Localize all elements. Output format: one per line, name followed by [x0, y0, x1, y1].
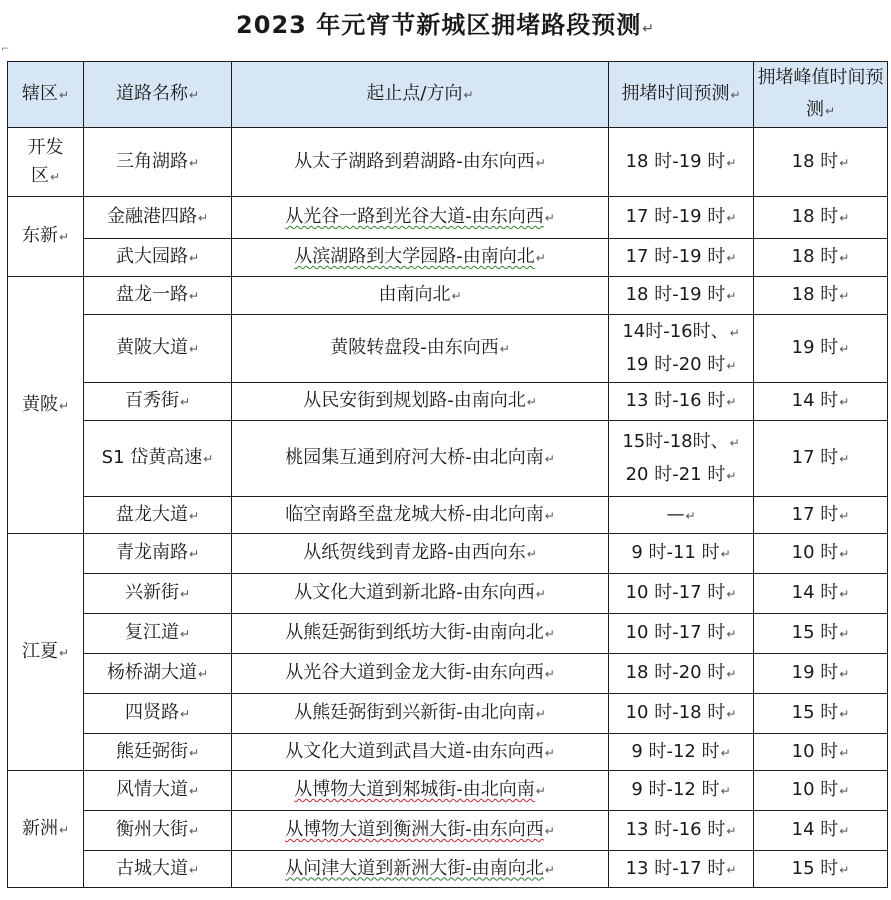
route-cell-text: 临空南路至盘龙城大桥-由北向南 [285, 503, 544, 525]
peak-time-cell [754, 811, 888, 851]
paragraph-mark: ↵ [839, 508, 850, 523]
route-cell [232, 771, 609, 811]
paragraph-mark: ↵ [726, 395, 737, 409]
route-cell-text: 从文化大道到武昌大道-由东向西 [285, 740, 544, 762]
paragraph-mark: ↵ [720, 784, 731, 798]
route-cell-text: 从民安街到规划路-由南向北 [303, 390, 526, 411]
paragraph-mark: ↵ [839, 211, 850, 225]
road-name-cell [84, 197, 232, 239]
route-cell-text: 从光谷大道到金龙大街-由东向西 [285, 662, 544, 683]
peak-time-cell [754, 534, 888, 574]
road-name-cell-text: S1 岱黄高速 [101, 447, 203, 468]
paragraph-mark: ↵ [58, 398, 70, 413]
congestion-time-cell-text: 13 时-17 时 [625, 857, 726, 879]
road-name-cell-text: 复江道 [124, 622, 179, 643]
congestion-time-cell-text: 10 时-18 时 [625, 702, 726, 723]
road-name-cell-text: 衡州大街 [115, 819, 188, 840]
district-name: 东新 [21, 225, 58, 246]
peak-time-cell-text: 17 时 [791, 447, 839, 468]
congestion-time-cell-text: 13 时-16 时 [625, 390, 726, 411]
paragraph-mark: ↵ [179, 395, 191, 409]
congestion-time-cell [609, 534, 754, 574]
paragraph-mark: ↵ [197, 211, 209, 225]
paragraph-mark: ↵ [526, 547, 537, 561]
paragraph-mark: ↵ [839, 784, 850, 798]
paragraph-mark: ↵ [188, 745, 200, 760]
congestion-time-cell [609, 128, 754, 197]
paragraph-mark: ↵ [839, 342, 850, 356]
peak-time-cell [754, 574, 888, 614]
district-cell [8, 534, 84, 771]
peak-time-cell [754, 315, 888, 383]
congestion-time-cell-text: — [666, 503, 685, 525]
table-row [8, 574, 888, 614]
route-cell-text: 从问津大道到新洲大街-由南向北 [285, 857, 544, 879]
paragraph-mark: ↵ [685, 508, 696, 523]
peak-time-cell-text: 15 时 [791, 857, 839, 879]
road-name-cell [84, 694, 232, 734]
header-route: 起止点/方向↵ [232, 62, 609, 128]
district-cell [8, 277, 84, 534]
congestion-time-cell [609, 771, 754, 811]
congestion-time-cell [609, 694, 754, 734]
paragraph-mark: ↵ [839, 452, 850, 466]
congestion-time-cell [609, 851, 754, 888]
paragraph-mark: ↵ [58, 645, 70, 660]
paragraph-mark: ↵ [544, 211, 555, 225]
paragraph-mark: ↵ [726, 468, 737, 483]
paragraph-mark: ↵ [726, 707, 737, 721]
peak-time-cell-text: 17 时 [791, 503, 839, 525]
road-name-cell-text: 金融港四路 [106, 206, 197, 227]
paragraph-mark: ↵ [544, 824, 555, 838]
congestion-time-cell [609, 383, 754, 421]
paragraph-mark: ↵ [203, 452, 214, 466]
table-row [8, 734, 888, 771]
district-cell [8, 128, 84, 197]
route-cell [232, 421, 609, 497]
table-row [8, 197, 888, 239]
table-row [8, 654, 888, 694]
route-cell [232, 239, 609, 277]
congestion-time-cell-text: 18 时-19 时 [625, 284, 726, 305]
congestion-time-cell-text: 9 时-12 时 [631, 740, 720, 762]
congestion-time-cell-text: 18 时-20 时 [625, 662, 726, 683]
district-cell [8, 197, 84, 277]
district-cell [8, 771, 84, 888]
congestion-time-cell-text: 15时-18时、 [622, 430, 729, 452]
paragraph-mark: ↵ [642, 21, 655, 37]
paragraph-mark: ↵ [188, 342, 200, 356]
table-row [8, 383, 888, 421]
route-cell-text: 从光谷一路到光谷大道-由东向西 [285, 206, 544, 227]
paragraph-mark: ↵ [729, 435, 740, 450]
road-name-cell-text: 古城大道 [115, 857, 188, 879]
paragraph-mark: ↵ [726, 627, 737, 641]
paragraph-mark: ↵ [49, 169, 61, 184]
title-text: 2023 年元宵节新城区拥堵路段预测 [236, 11, 642, 39]
route-cell [232, 654, 609, 694]
peak-time-cell-text: 19 时 [791, 662, 839, 683]
header-congestion-time: 拥堵时间预测↵ [609, 62, 754, 128]
peak-time-cell [754, 614, 888, 654]
peak-time-cell-text: 10 时 [791, 542, 839, 563]
congestion-time-cell-text: 10 时-17 时 [625, 582, 726, 603]
table-row [8, 128, 888, 197]
congestion-table [7, 61, 888, 888]
road-name-cell-text: 风情大道 [115, 779, 188, 800]
paragraph-mark: ↵ [839, 862, 850, 877]
peak-time-cell [754, 421, 888, 497]
peak-time-cell-text: 10 时 [791, 779, 839, 800]
road-name-cell-text: 盘龙一路 [115, 284, 188, 305]
road-name-cell [84, 239, 232, 277]
paragraph-mark: ↵ [726, 358, 737, 373]
paragraph-mark: ↵ [544, 667, 555, 681]
road-name-cell [84, 771, 232, 811]
road-name-cell [84, 534, 232, 574]
congestion-time-cell-text: 9 时-12 时 [631, 779, 720, 800]
table-row [8, 614, 888, 654]
congestion-time-cell-text: 14时-16时、 [622, 320, 729, 342]
paragraph-mark: ↵ [720, 745, 731, 760]
route-cell [232, 811, 609, 851]
paragraph-mark: ↵ [535, 587, 546, 601]
paragraph-mark: ↵ [188, 289, 200, 303]
paragraph-mark: ↵ [544, 745, 555, 760]
paragraph-mark: ↵ [188, 862, 200, 877]
road-name-cell [84, 811, 232, 851]
paragraph-mark: ↵ [535, 707, 546, 721]
road-name-cell-text: 武大园路 [115, 246, 188, 267]
paragraph-mark: ↵ [839, 395, 850, 409]
paragraph-mark: ↵ [726, 824, 737, 838]
district-name: 新洲 [21, 817, 58, 839]
table-anchor-icon: ⌐ [1, 44, 10, 55]
peak-time-cell-text: 15 时 [791, 622, 839, 643]
table-row [8, 497, 888, 534]
paragraph-mark: ↵ [726, 667, 737, 681]
road-name-cell-text: 盘龙大道 [115, 503, 188, 525]
paragraph-mark: ↵ [839, 251, 850, 265]
congestion-time-cell [609, 497, 754, 534]
paragraph-mark: ↵ [188, 547, 200, 561]
congestion-time-cell [609, 811, 754, 851]
road-name-cell [84, 654, 232, 694]
congestion-time-cell [609, 654, 754, 694]
peak-time-cell [754, 497, 888, 534]
paragraph-mark: ↵ [544, 508, 555, 523]
route-cell-text: 从熊廷弼街到纸坊大街-由南向北 [285, 622, 544, 643]
table-row [8, 534, 888, 574]
paragraph-mark: ↵ [544, 627, 555, 641]
route-cell [232, 614, 609, 654]
road-name-cell [84, 277, 232, 315]
route-cell [232, 534, 609, 574]
congestion-time-cell-text: 20 时-21 时 [625, 463, 726, 485]
peak-time-cell [754, 277, 888, 315]
route-cell [232, 383, 609, 421]
paragraph-mark: ↵ [58, 822, 70, 837]
congestion-time-cell-text: 13 时-16 时 [625, 819, 726, 840]
paragraph-mark: ↵ [839, 587, 850, 601]
table-row [8, 811, 888, 851]
peak-time-cell-text: 14 时 [791, 819, 839, 840]
table-row [8, 239, 888, 277]
route-cell [232, 197, 609, 239]
route-cell [232, 128, 609, 197]
road-name-cell-text: 四贤路 [124, 702, 179, 723]
header-peak-time: 拥堵峰值时间预测↵ [754, 62, 888, 128]
peak-time-cell-text: 19 时 [791, 337, 839, 358]
route-cell [232, 497, 609, 534]
road-name-cell-text: 黄陂大道 [115, 337, 188, 358]
paragraph-mark: ↵ [726, 289, 737, 303]
paragraph-mark: ↵ [499, 342, 510, 356]
paragraph-mark: ↵ [197, 667, 209, 681]
paragraph-mark: ↵ [726, 587, 737, 601]
header-district: 辖区↵ [8, 62, 84, 128]
paragraph-mark: ↵ [729, 325, 740, 340]
paragraph-mark: ↵ [839, 155, 850, 170]
congestion-time-cell [609, 315, 754, 383]
table-header [8, 62, 888, 128]
paragraph-mark: ↵ [535, 155, 546, 170]
road-name-cell [84, 614, 232, 654]
paragraph-mark: ↵ [188, 155, 200, 170]
route-cell [232, 851, 609, 888]
paragraph-mark: ↵ [451, 289, 462, 303]
paragraph-mark: ↵ [726, 251, 737, 265]
table-row [8, 315, 888, 383]
peak-time-cell [754, 734, 888, 771]
table-row [8, 694, 888, 734]
road-name-cell [84, 315, 232, 383]
peak-time-cell [754, 771, 888, 811]
congestion-time-cell [609, 734, 754, 771]
peak-time-cell-text: 18 时 [791, 206, 839, 227]
route-cell [232, 315, 609, 383]
road-name-cell [84, 128, 232, 197]
peak-time-cell [754, 383, 888, 421]
peak-time-cell-text: 18 时 [791, 284, 839, 305]
congestion-time-cell [609, 421, 754, 497]
paragraph-mark: ↵ [726, 211, 737, 225]
paragraph-mark: ↵ [179, 627, 191, 641]
paragraph-mark: ↵ [544, 452, 555, 466]
paragraph-mark: ↵ [188, 508, 200, 523]
road-name-cell-text: 熊廷弼街 [115, 740, 188, 762]
paragraph-mark: ↵ [839, 707, 850, 721]
district-name: 开发 区 [27, 136, 64, 186]
peak-time-cell-text: 18 时 [791, 150, 839, 172]
route-cell-text: 黄陂转盘段-由东向西 [330, 337, 499, 358]
congestion-time-cell-text: 18 时-19 时 [625, 150, 726, 172]
congestion-time-cell-text: 17 时-19 时 [625, 246, 726, 267]
peak-time-cell-text: 14 时 [791, 390, 839, 411]
header-road: 道路名称↵ [84, 62, 232, 128]
road-name-cell [84, 851, 232, 888]
district-name: 江夏 [21, 640, 58, 662]
road-name-cell-text: 兴新街 [124, 582, 179, 603]
route-cell-text: 从滨湖路到大学园路-由南向北 [294, 246, 535, 267]
road-name-cell-text: 青龙南路 [115, 542, 188, 563]
peak-time-cell-text: 10 时 [791, 740, 839, 762]
paragraph-mark: ↵ [188, 784, 200, 798]
paragraph-mark: ↵ [179, 587, 191, 601]
route-cell-text: 从文化大道到新北路-由东向西 [294, 582, 535, 603]
paragraph-mark: ↵ [839, 745, 850, 760]
peak-time-cell [754, 197, 888, 239]
congestion-time-cell-text: 10 时-17 时 [625, 622, 726, 643]
paragraph-mark: ↵ [58, 230, 70, 244]
paragraph-mark: ↵ [726, 862, 737, 877]
table-body [8, 128, 888, 888]
route-cell [232, 277, 609, 315]
road-name-cell [84, 383, 232, 421]
route-cell-text: 从太子湖路到碧湖路-由东向西 [294, 150, 535, 172]
route-cell-text: 由南向北 [378, 284, 451, 305]
congestion-time-cell [609, 197, 754, 239]
congestion-time-cell-text: 19 时-20 时 [625, 353, 726, 375]
paragraph-mark: ↵ [535, 784, 546, 798]
road-name-cell [84, 734, 232, 771]
table-row [8, 277, 888, 315]
route-cell [232, 734, 609, 771]
congestion-time-cell [609, 614, 754, 654]
paragraph-mark: ↵ [726, 155, 737, 170]
paragraph-mark: ↵ [839, 289, 850, 303]
paragraph-mark: ↵ [526, 395, 537, 409]
peak-time-cell [754, 851, 888, 888]
road-name-cell-text: 三角湖路 [115, 150, 188, 172]
paragraph-mark: ↵ [839, 547, 850, 561]
road-name-cell [84, 421, 232, 497]
page-title [0, 8, 891, 46]
route-cell-text: 从纸贺线到青龙路-由西向东 [303, 542, 526, 563]
route-cell-text: 桃园集互通到府河大桥-由北向南 [285, 447, 544, 468]
paragraph-mark: ↵ [544, 862, 555, 877]
road-name-cell-text: 百秀街 [124, 390, 179, 411]
paragraph-mark: ↵ [720, 547, 731, 561]
peak-time-cell [754, 694, 888, 734]
peak-time-cell-text: 14 时 [791, 582, 839, 603]
road-name-cell-text: 杨桥湖大道 [106, 662, 197, 683]
table-row [8, 851, 888, 888]
peak-time-cell [754, 239, 888, 277]
congestion-time-cell [609, 574, 754, 614]
peak-time-cell-text: 18 时 [791, 246, 839, 267]
peak-time-cell [754, 654, 888, 694]
peak-time-cell [754, 128, 888, 197]
congestion-time-cell-text: 9 时-11 时 [631, 542, 720, 563]
paragraph-mark: ↵ [188, 824, 200, 838]
peak-time-cell-text: 15 时 [791, 702, 839, 723]
route-cell [232, 694, 609, 734]
road-name-cell [84, 574, 232, 614]
route-cell-text: 从博物大道到邾城街-由北向南 [294, 779, 535, 800]
table-row [8, 421, 888, 497]
congestion-time-cell-text: 17 时-19 时 [625, 206, 726, 227]
paragraph-mark: ↵ [188, 251, 200, 265]
paragraph-mark: ↵ [839, 667, 850, 681]
road-name-cell [84, 497, 232, 534]
district-name: 黄陂 [21, 393, 58, 415]
paragraph-mark: ↵ [535, 251, 546, 265]
paragraph-mark: ↵ [839, 824, 850, 838]
table-row [8, 771, 888, 811]
route-cell-text: 从熊廷弼街到兴新街-由北向南 [294, 702, 535, 723]
route-cell-text: 从博物大道到衡洲大街-由东向西 [285, 819, 544, 840]
route-cell [232, 574, 609, 614]
paragraph-mark: ↵ [839, 627, 850, 641]
congestion-time-cell [609, 239, 754, 277]
paragraph-mark: ↵ [179, 707, 191, 721]
congestion-time-cell [609, 277, 754, 315]
